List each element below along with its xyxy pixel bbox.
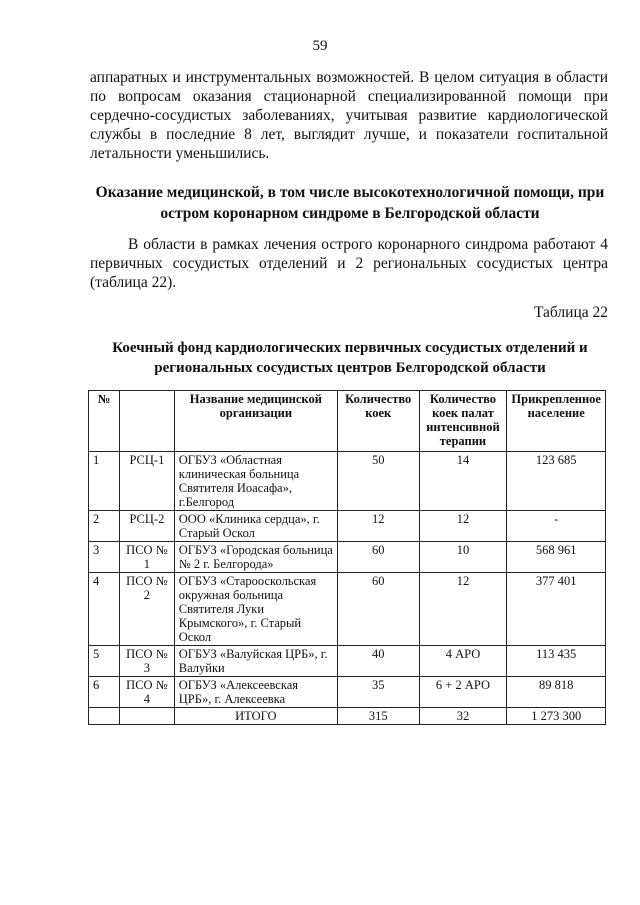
header-population: Прикрепленное население (507, 391, 606, 452)
cell-num: 6 (89, 677, 120, 708)
header-code (120, 391, 175, 452)
cell-organization: ОГБУЗ «Городская больница № 2 г. Белгорода» (174, 542, 337, 573)
cell-code: РСЦ-2 (120, 511, 175, 542)
cell-num: 5 (89, 646, 120, 677)
cell-num (89, 708, 120, 725)
header-num: № (89, 391, 120, 452)
cell-code: ПСО № 2 (120, 573, 175, 646)
cell-icu-beds: 12 (419, 573, 507, 646)
cell-code: РСЦ-1 (120, 452, 175, 511)
cell-population: - (507, 511, 606, 542)
cell-beds: 35 (337, 677, 419, 708)
cell-icu-beds: 12 (419, 511, 507, 542)
cell-total-population: 1 273 300 (507, 708, 606, 725)
cell-organization: ОГБУЗ «Алексеевская ЦРБ», г. Алексеевка (174, 677, 337, 708)
cell-code (120, 708, 175, 725)
cell-population: 89 818 (507, 677, 606, 708)
cell-num: 1 (89, 452, 120, 511)
cell-population: 377 401 (507, 573, 606, 646)
table-total-row (89, 708, 606, 725)
page-number: 59 (312, 38, 328, 54)
table-row (89, 573, 606, 646)
cell-num: 3 (89, 542, 120, 573)
table-row (89, 646, 606, 677)
cell-beds: 60 (337, 542, 419, 573)
table-title: Коечный фонд кардиологических первичных сосудистых отделений и региональных сосудистых центров Белгородской области (112, 340, 588, 376)
cell-total-label: ИТОГО (174, 708, 337, 725)
cell-organization: ОГБУЗ «Валуйская ЦРБ», г. Валуйки (174, 646, 337, 677)
cell-icu-beds: 6 + 2 АРО (419, 677, 507, 708)
cell-icu-beds: 4 АРО (419, 646, 507, 677)
cell-beds: 12 (337, 511, 419, 542)
cell-beds: 60 (337, 573, 419, 646)
section-paragraph: В области в рамках лечения острого коронарного синдрома работают 4 первичных сосудистых отделений и 2 региональных сосудистых центра (таблица 22). (90, 236, 608, 291)
cell-organization: ОГБУЗ «Старооскольская окружная больница Святителя Луки Крымского», г. Старый Оскол (174, 573, 337, 646)
cell-population: 113 435 (507, 646, 606, 677)
cell-total-icu-beds: 32 (419, 708, 507, 725)
table-caption: Таблица 22 (533, 304, 608, 321)
cell-icu-beds: 14 (419, 452, 507, 511)
cell-organization: ООО «Клиника сердца», г. Старый Оскол (174, 511, 337, 542)
bed-capacity-table (88, 390, 606, 725)
intro-paragraph: аппаратных и инструментальных возможностей. В целом ситуация в области по вопросам оказания стационарной специализированной помощи при сердечно-сосудистых заболеваниях, учитывая развитие кардиологической службы в последние 8 лет, выглядит лучше, и показатели госпитальной летальности уменьшились. (90, 69, 608, 162)
cell-beds: 50 (337, 452, 419, 511)
cell-icu-beds: 10 (419, 542, 507, 573)
table-row (89, 542, 606, 573)
table-header-row (89, 391, 606, 452)
cell-code: ПСО № 1 (120, 542, 175, 573)
header-icu-beds: Количество коек палат интенсивной терапии (419, 391, 507, 452)
cell-code: ПСО № 3 (120, 646, 175, 677)
cell-organization: ОГБУЗ «Областная клиническая больница Святителя Иоасафа», г.Белгород (174, 452, 337, 511)
cell-code: ПСО № 4 (120, 677, 175, 708)
header-organization: Название медицинской организации (174, 391, 337, 452)
table-row (89, 677, 606, 708)
table-row (89, 511, 606, 542)
cell-population: 568 961 (507, 542, 606, 573)
cell-beds: 40 (337, 646, 419, 677)
cell-total-beds: 315 (337, 708, 419, 725)
cell-num: 2 (89, 511, 120, 542)
cell-num: 4 (89, 573, 120, 646)
section-heading: Оказание медицинской, в том числе высокотехнологичной помощи, при остром коронарном синдроме в Белгородской области (95, 184, 605, 222)
header-beds: Количество коек (337, 391, 419, 452)
cell-population: 123 685 (507, 452, 606, 511)
table-row (89, 452, 606, 511)
